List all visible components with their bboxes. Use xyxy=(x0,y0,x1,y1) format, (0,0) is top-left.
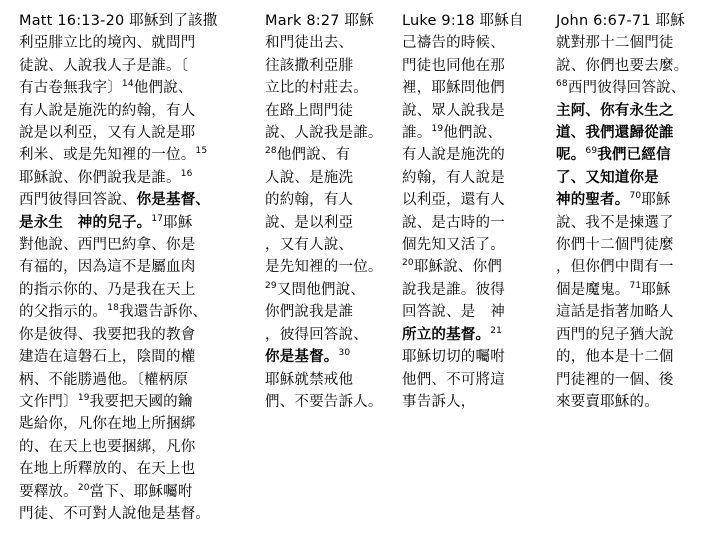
text-run: Luke 9:18 耶穌自 xyxy=(402,13,524,29)
text-run: 匙給你，凡你在地上所捆綁 xyxy=(19,416,196,433)
text-run: 是先知裡的一位。 xyxy=(265,259,383,276)
text-line xyxy=(19,346,255,368)
text-line xyxy=(556,234,706,256)
text-line xyxy=(556,324,706,346)
text-run: 說、你們也要去麼。 xyxy=(556,57,689,74)
text-run: 建造在這磐石上，陰間的權 xyxy=(19,349,196,366)
text-line xyxy=(556,122,706,144)
text-run: 個先知又活了。 xyxy=(402,237,505,254)
text-line xyxy=(265,55,395,77)
text-line xyxy=(556,346,706,368)
text-line xyxy=(265,122,395,144)
text-line xyxy=(19,100,255,122)
text-line xyxy=(265,32,395,54)
verse-number: 30 xyxy=(338,348,351,359)
text-run: 的約翰，有人 xyxy=(265,192,354,209)
text-run: 的、在天上也要捆綁，凡你 xyxy=(19,438,196,455)
text-run: 門徒、不可對人說他是基督。 xyxy=(19,505,211,522)
text-run: 西門彼得回答說、 xyxy=(567,80,686,97)
text-run: 他們說、有 xyxy=(276,147,351,164)
emphasized-text: 所立的基督。 xyxy=(402,326,491,343)
text-line xyxy=(556,256,706,278)
matthew-passage xyxy=(19,10,255,525)
text-run: 耶穌 xyxy=(641,192,671,209)
emphasized-text: 主阿、你有永生之 xyxy=(556,102,674,119)
verse-number: 29 xyxy=(265,281,277,292)
text-line xyxy=(402,122,534,144)
text-line xyxy=(402,167,534,189)
text-run: 裡，耶穌問他們 xyxy=(402,80,505,97)
text-line xyxy=(265,77,395,99)
text-line xyxy=(402,55,534,77)
text-run: 門徒裡的一個、後 xyxy=(556,371,674,388)
text-line xyxy=(556,391,706,413)
text-line xyxy=(402,32,534,54)
emphasized-text: 神的聖者。 xyxy=(556,192,630,209)
text-run: 說是以利亞，又有人說是耶 xyxy=(19,125,196,142)
text-run: 們、不要告訴人。 xyxy=(265,393,383,410)
text-run: 當下、耶穌囑咐 xyxy=(89,483,193,500)
emphasized-text: 了、又知道你是 xyxy=(556,169,659,186)
text-line xyxy=(556,77,706,99)
verse-number: 18 xyxy=(107,303,120,314)
verse-number: 21 xyxy=(490,325,503,336)
text-run: 說、眾人說我是 xyxy=(402,102,505,119)
text-run: 的，他本是十二個 xyxy=(556,349,674,366)
text-run: 往該撒利亞腓 xyxy=(265,57,354,74)
text-line xyxy=(19,77,255,99)
text-run: 來要賣耶穌的。 xyxy=(556,393,659,410)
text-run: 你是彼得、我要把我的教會 xyxy=(19,326,196,343)
verse-number: 14 xyxy=(121,79,134,90)
text-run: 的父指示的。 xyxy=(19,304,108,321)
luke-passage xyxy=(402,10,534,413)
text-run: 說、是以利亞 xyxy=(265,214,354,231)
text-run: John 6:67-71 耶穌 xyxy=(556,13,685,29)
text-line xyxy=(556,301,706,323)
text-line xyxy=(556,55,706,77)
text-run: 個是魔鬼。 xyxy=(556,281,630,298)
text-run: 文作門〕 xyxy=(19,393,78,410)
text-line xyxy=(19,256,255,278)
text-run: 耶穌說、你們說我是誰。 xyxy=(19,169,181,186)
text-run: Matt 16:13-20 耶穌到了該撒 xyxy=(19,13,218,29)
text-line xyxy=(556,144,706,166)
text-run: 門徒也同他在那 xyxy=(402,57,505,74)
emphasized-text: 是永生 神的兒子。 xyxy=(19,214,152,231)
text-line xyxy=(402,189,534,211)
text-line xyxy=(19,369,255,391)
verse-number: 19 xyxy=(431,124,444,135)
text-run: 的指示你的、乃是我在天上 xyxy=(19,281,196,298)
text-line xyxy=(265,234,395,256)
john-passage xyxy=(556,10,706,413)
text-line xyxy=(402,346,534,368)
text-line xyxy=(19,413,255,435)
text-line xyxy=(19,481,255,503)
text-run: 對他說、西門巴約拿、你是 xyxy=(19,237,196,254)
emphasized-text: 呢。 xyxy=(556,147,586,164)
text-line xyxy=(265,256,395,278)
text-run: 耶穌切切的囑咐 xyxy=(402,349,505,366)
text-line xyxy=(19,324,255,346)
emphasized-text: 你是基督、 xyxy=(136,192,211,209)
verse-number: 20 xyxy=(402,258,414,269)
text-line xyxy=(402,10,534,32)
text-run: 耶穌就禁戒他 xyxy=(265,371,354,388)
emphasized-text: 道、我們還歸從誰 xyxy=(556,125,674,142)
text-line xyxy=(19,32,255,54)
text-run: 以利亞，還有人 xyxy=(402,192,505,209)
verse-number: 28 xyxy=(265,146,277,157)
text-run: 他們、不可將這 xyxy=(402,371,505,388)
verse-number: 15 xyxy=(195,146,208,157)
text-line xyxy=(556,279,706,301)
text-line xyxy=(19,167,255,189)
text-line xyxy=(265,369,395,391)
text-run: 柄、不能勝過他。〔權柄原 xyxy=(19,371,189,388)
text-run: 事告訴人， xyxy=(402,393,476,410)
text-run: 說、是古時的一 xyxy=(402,214,505,231)
text-line xyxy=(19,234,255,256)
text-run: 耶穌 xyxy=(163,214,193,231)
text-run: 他們說、 xyxy=(133,80,193,97)
text-run: 有福的，因為這不是屬血肉 xyxy=(19,259,196,276)
text-run: ，又有人說、 xyxy=(265,237,354,254)
text-line xyxy=(402,256,534,278)
text-run: 你們說我是誰 xyxy=(265,304,354,321)
text-run: 己禱告的時候、 xyxy=(402,35,505,52)
text-run: 在路上問門徒 xyxy=(265,102,354,119)
text-run: 人說、是施洗 xyxy=(265,169,354,186)
text-line xyxy=(402,391,534,413)
text-run: ，但你們中間有一 xyxy=(556,259,674,276)
text-line xyxy=(402,77,534,99)
text-line xyxy=(402,324,534,346)
text-line xyxy=(402,234,534,256)
verse-number: 70 xyxy=(629,191,642,202)
text-line xyxy=(265,301,395,323)
text-line xyxy=(19,144,255,166)
text-line xyxy=(556,189,706,211)
text-line xyxy=(265,279,395,301)
text-run: ，彼得回答說、 xyxy=(265,326,368,343)
emphasized-text: 你是基督。 xyxy=(265,349,339,366)
verse-number: 17 xyxy=(151,213,164,224)
text-line xyxy=(19,503,255,525)
verse-number: 19 xyxy=(77,393,90,404)
text-line xyxy=(402,279,534,301)
text-line xyxy=(556,167,706,189)
text-run: 利米、或是先知裡的一位。 xyxy=(19,147,196,164)
text-line xyxy=(402,369,534,391)
text-run: 和門徒出去、 xyxy=(265,35,354,52)
text-line xyxy=(556,212,706,234)
text-line xyxy=(19,301,255,323)
emphasized-text: 我們已經信 xyxy=(597,147,671,164)
text-line xyxy=(265,10,395,32)
verse-number: 71 xyxy=(629,281,642,292)
text-run: 利亞腓立比的境內、就問門 xyxy=(19,35,196,52)
text-run: 要釋放。 xyxy=(19,483,78,500)
text-run: 西門彼得回答說、 xyxy=(19,192,137,209)
text-line xyxy=(402,212,534,234)
text-line xyxy=(556,10,706,32)
text-line xyxy=(265,167,395,189)
text-run: 約翰，有人說是 xyxy=(402,169,505,186)
text-line xyxy=(265,212,395,234)
text-run: 回答說、是 神 xyxy=(402,304,505,321)
text-run: 徒說、人說我人子是誰。〔 xyxy=(19,57,189,74)
text-line xyxy=(19,391,255,413)
text-line xyxy=(19,10,255,32)
text-line xyxy=(265,346,395,368)
text-line xyxy=(402,100,534,122)
mark-passage xyxy=(265,10,395,413)
text-line xyxy=(556,369,706,391)
text-line xyxy=(265,324,395,346)
text-line xyxy=(19,122,255,144)
text-run: 耶穌說、你們 xyxy=(413,259,503,276)
verse-number: 69 xyxy=(585,146,598,157)
text-run: 說我是誰。彼得 xyxy=(402,281,505,298)
text-line xyxy=(265,100,395,122)
text-run: 這話是指著加略人 xyxy=(556,304,674,321)
text-line xyxy=(19,436,255,458)
text-run: 有古卷無我字〕 xyxy=(19,80,122,97)
text-line xyxy=(19,212,255,234)
text-run: 有人說是施洗的 xyxy=(402,147,505,164)
text-run: 有人說是施洗的約翰，有人 xyxy=(19,102,196,119)
text-run: 他們說、 xyxy=(443,125,503,142)
text-run: Mark 8:27 耶穌 xyxy=(265,13,374,29)
text-line xyxy=(402,301,534,323)
text-run: 立比的村莊去。 xyxy=(265,80,368,97)
text-line xyxy=(19,279,255,301)
text-run: 說、人說我是誰。 xyxy=(265,125,383,142)
text-run: 你們十二個門徒麼 xyxy=(556,237,674,254)
text-run: 我還告訴你、 xyxy=(119,304,208,321)
verse-number: 68 xyxy=(556,79,568,90)
text-line xyxy=(556,100,706,122)
text-run: 在地上所釋放的、在天上也 xyxy=(19,461,196,478)
verse-number: 16 xyxy=(180,169,193,180)
text-line xyxy=(265,391,395,413)
text-line xyxy=(19,458,255,480)
text-line xyxy=(556,32,706,54)
text-run: 又問他們說、 xyxy=(276,281,366,298)
text-line xyxy=(402,144,534,166)
text-line xyxy=(19,189,255,211)
text-line xyxy=(265,189,395,211)
text-run: 西門的兒子猶大說 xyxy=(556,326,674,343)
text-run: 我要把天國的鑰 xyxy=(89,393,193,410)
text-run: 說、我不是揀選了 xyxy=(556,214,674,231)
text-run: 耶穌 xyxy=(641,281,671,298)
text-run: 就對那十二個門徒 xyxy=(556,35,674,52)
text-run: 誰。 xyxy=(402,125,432,142)
text-line xyxy=(19,55,255,77)
verse-number: 20 xyxy=(77,482,90,493)
text-line xyxy=(265,144,395,166)
